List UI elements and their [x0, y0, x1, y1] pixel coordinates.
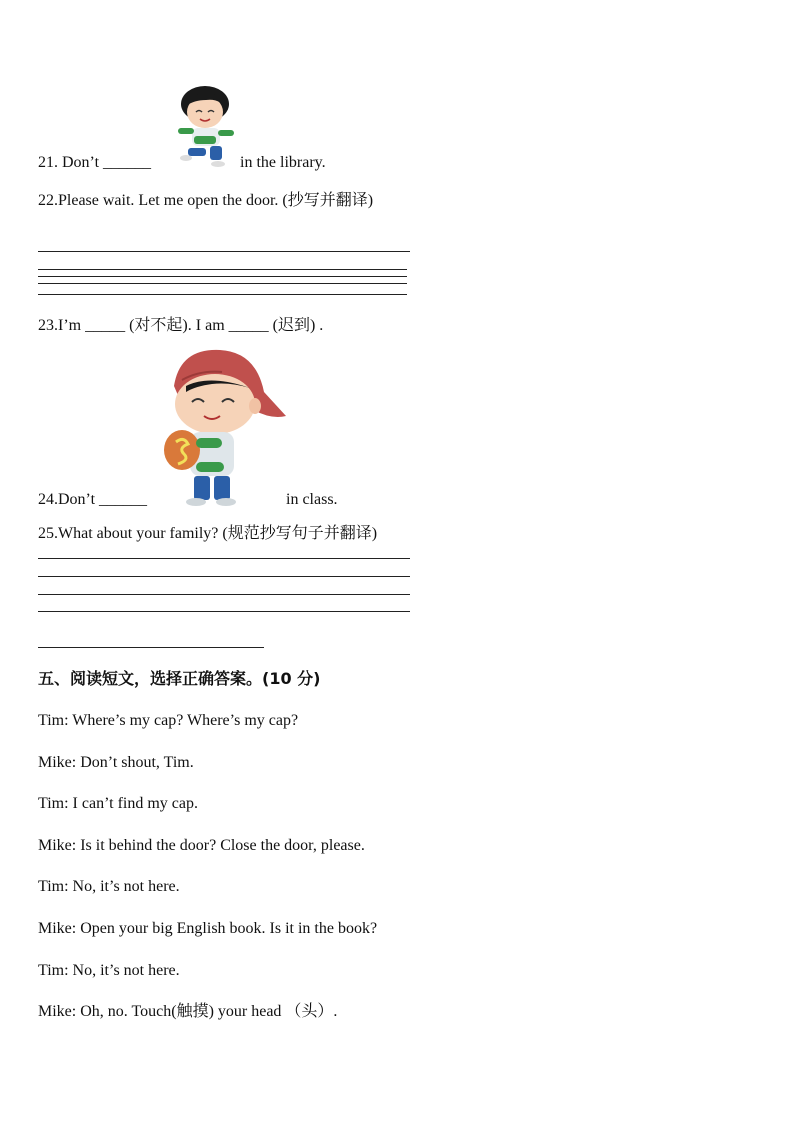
- dialogue-line: Mike: Oh, no. Touch(触摸) your head （头）.: [38, 1003, 338, 1020]
- dialogue-line: Tim: No, it’s not here.: [38, 962, 180, 979]
- answer-line-25-4[interactable]: [38, 611, 410, 612]
- question-21-suffix: in the library.: [240, 154, 326, 171]
- question-21-prefix: 21. Don’t ______: [38, 154, 152, 171]
- question-23: 23.I’m _____ (对不起). I am _____ (迟到) .: [38, 317, 324, 334]
- dialogue-line: Tim: No, it’s not here.: [38, 878, 180, 895]
- section-5-heading: 五、阅读短文，选择正确答案。(10 分): [38, 669, 321, 688]
- boy-running-illustration: [172, 84, 242, 170]
- boy-with-cap-illustration: [160, 346, 290, 506]
- dialogue-line: Mike: Is it behind the door? Close the door, please.: [38, 837, 365, 854]
- answer-line-25-3[interactable]: [38, 594, 410, 595]
- question-24-suffix: in class.: [286, 491, 338, 508]
- answer-line-22-5[interactable]: [38, 294, 407, 295]
- answer-line-25-2[interactable]: [38, 576, 410, 577]
- dialogue-line: Mike: Don’t shout, Tim.: [38, 754, 194, 771]
- answer-line-22-1[interactable]: [38, 251, 410, 252]
- answer-line-22-3[interactable]: [38, 276, 407, 277]
- question-24-prefix: 24.Don’t ______: [38, 491, 148, 508]
- answer-line-25-1[interactable]: [38, 558, 410, 559]
- question-25: 25.What about your family? (规范抄写句子并翻译): [38, 525, 378, 542]
- answer-line-25-5[interactable]: [38, 647, 264, 648]
- question-22: 22.Please wait. Let me open the door. (抄写并翻译): [38, 192, 374, 209]
- answer-line-22-2[interactable]: [38, 269, 407, 270]
- dialogue-line: Tim: Where’s my cap? Where’s my cap?: [38, 712, 299, 729]
- dialogue-line: Tim: I can’t find my cap.: [38, 795, 198, 812]
- answer-line-22-4[interactable]: [38, 283, 407, 284]
- dialogue-line: Mike: Open your big English book. Is it in the book?: [38, 920, 378, 937]
